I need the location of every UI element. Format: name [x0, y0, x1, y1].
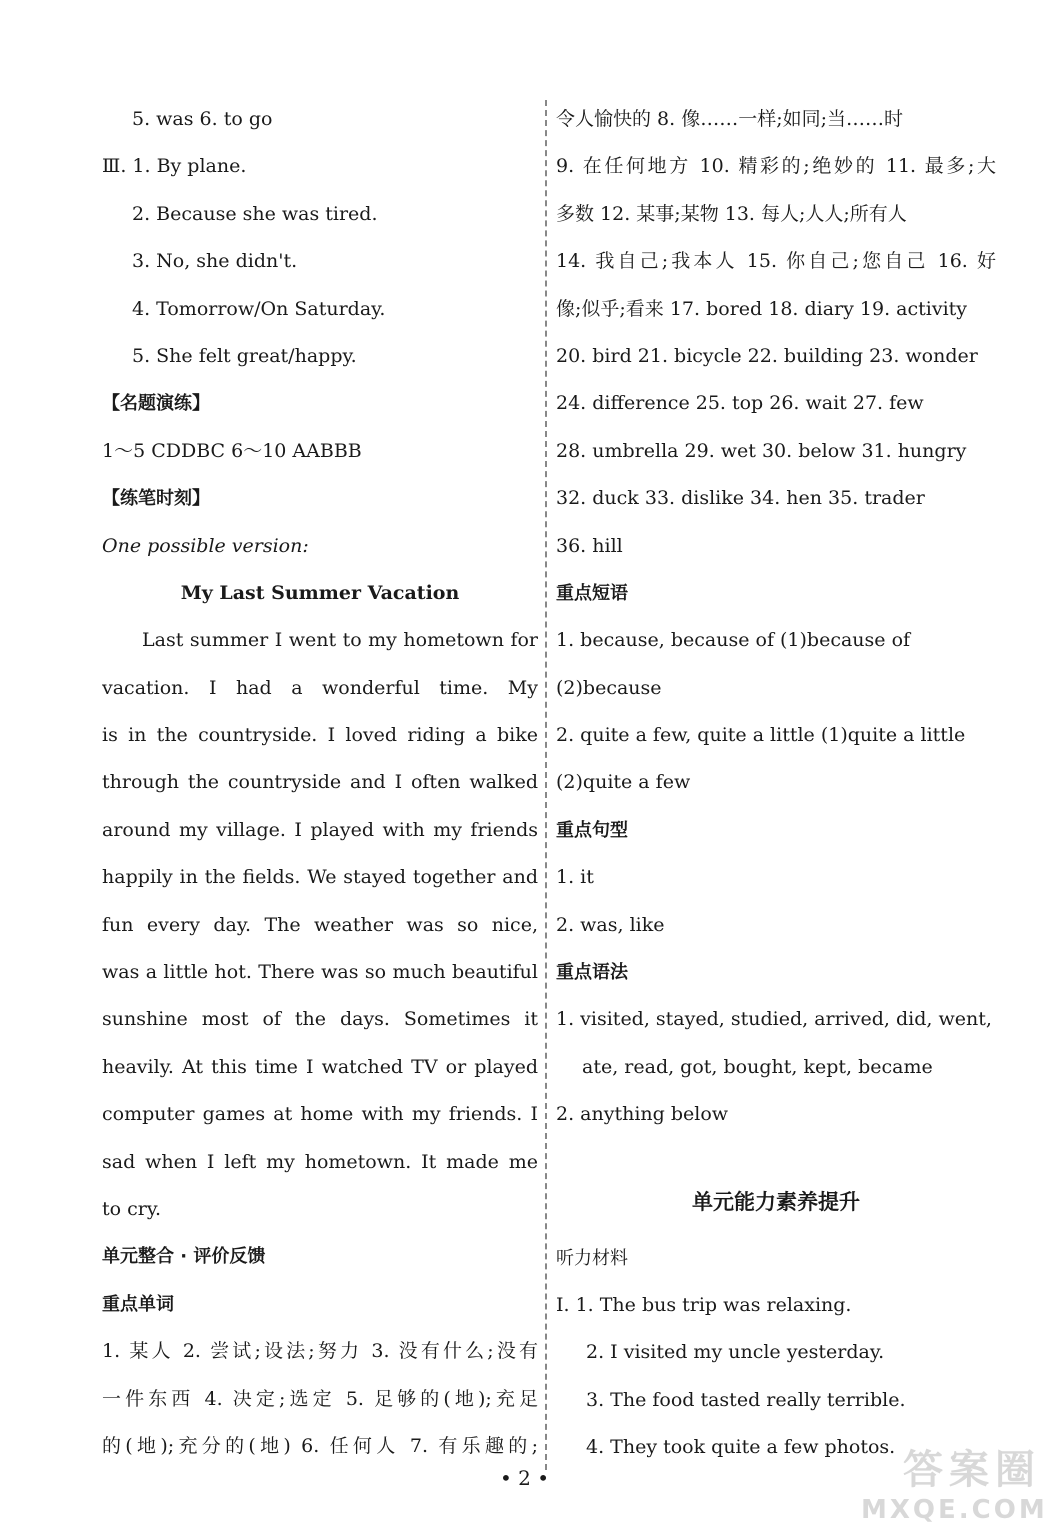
phrase-line: 2. quite a few, quite a little (1)quite a little: [556, 724, 966, 747]
vocab-line: 多数 12. 某事;某物 13. 每人;人人;所有人: [556, 202, 907, 225]
section-heading: 【名题演练】: [102, 393, 210, 415]
essay-line: sunshine most of the days. Sometimes it: [102, 1008, 538, 1031]
phrase-line: 1. because, because of (1)because of: [556, 629, 911, 652]
listening-line: 4. They took quite a few photos.: [586, 1436, 896, 1459]
vocab-line: 令人愉快的 8. 像……一样;如同;当……时: [556, 108, 904, 130]
section-heading: 重点单词: [102, 1293, 174, 1315]
vocab-line: 24. difference 25. top 26. wait 27. few: [556, 392, 924, 415]
essay-line: was a little hot. There was so much beautiful: [102, 961, 538, 984]
answer-line: 4. Tomorrow/On Saturday.: [132, 297, 386, 320]
vocab-line: 36. hill: [556, 534, 623, 557]
right-column: [556, 96, 996, 1472]
essay-line: fun every day. The weather was so nice,: [102, 913, 538, 936]
answer-line: 1～5 CDDBC 6～10 AABBB: [102, 439, 362, 462]
vocab-line: 28. umbrella 29. wet 30. below 31. hungry: [556, 439, 967, 462]
unit-title: 单元能力素养提升: [692, 1189, 860, 1214]
listening-line: Ⅰ. 1. The bus trip was relaxing.: [556, 1293, 852, 1316]
grammar-line: 2. anything below: [556, 1103, 729, 1126]
vocab-line: 一件东西 4. 决定;选定 5. 足够的(地);充足: [102, 1387, 538, 1410]
vocab-line: 14. 我自己;我本人 15. 你自己;您自己 16. 好: [556, 250, 996, 273]
essay-line: vacation. I had a wonderful time. My: [102, 676, 538, 699]
page-number: • 2 •: [499, 1466, 550, 1490]
essay-line: through the countryside and I often walked: [102, 771, 538, 794]
answer-line: 5. was 6. to go: [132, 108, 273, 130]
vocab-line: 的(地);充分的(地) 6. 任何人 7. 有乐趣的;: [102, 1434, 538, 1457]
section-heading: 重点句型: [556, 819, 628, 841]
listening-line: 2. I visited my uncle yesterday.: [586, 1341, 885, 1364]
vocab-line: 20. bird 21. bicycle 22. building 23. wonder: [556, 344, 978, 367]
answer-line: 5. She felt great/happy.: [132, 344, 357, 367]
version-label: One possible version:: [102, 534, 309, 557]
essay-line: is in the countryside. I loved riding a bike: [102, 724, 538, 747]
essay-line: computer games at home with my friends. I: [102, 1103, 538, 1126]
grammar-line: 1. visited, stayed, studied, arrived, did, went,: [556, 1008, 992, 1031]
essay-line: to cry.: [102, 1197, 162, 1220]
sentence-line: 1. it: [556, 866, 594, 889]
essay-title: My Last Summer Vacation: [180, 581, 460, 604]
phrase-line: (2)because: [556, 676, 662, 699]
phrase-line: (2)quite a few: [556, 771, 691, 794]
section-heading: 重点语法: [556, 962, 628, 984]
watermark-logo: [861, 1438, 1048, 1530]
vocab-line: 像;似乎;看来 17. bored 18. diary 19. activity: [556, 297, 968, 320]
watermark-url: MXQE.COM: [861, 1495, 1048, 1525]
essay-line: happily in the fields. We stayed together and: [102, 866, 538, 889]
essay-line: around my village. I played with my friends: [102, 818, 538, 841]
vocab-line: 1. 某人 2. 尝试;设法;努力 3. 没有什么;没有: [102, 1340, 538, 1363]
section-heading: 单元整合 · 评价反馈: [102, 1246, 266, 1268]
essay-line: Last summer I went to my hometown for: [142, 629, 538, 652]
answer-line: 3. No, she didn't.: [132, 250, 298, 273]
essay-line: heavily. At this time I watched TV or played: [102, 1055, 538, 1078]
section-heading: 【练笔时刻】: [102, 488, 210, 510]
grammar-line: ate, read, got, bought, kept, became: [582, 1055, 933, 1078]
answer-line: Ⅲ. 1. By plane.: [102, 155, 247, 178]
answer-line: 2. Because she was tired.: [132, 202, 378, 225]
vocab-line: 32. duck 33. dislike 34. hen 35. trader: [556, 487, 925, 510]
essay-line: sad when I left my hometown. It made me: [102, 1150, 538, 1173]
vocab-line: 9. 在任何地方 10. 精彩的;绝妙的 11. 最多;大: [556, 155, 996, 178]
section-heading: 重点短语: [556, 582, 628, 604]
left-column: [102, 96, 538, 1470]
sentence-line: 2. was, like: [556, 913, 665, 936]
watermark-text: 答案圈: [903, 1447, 1041, 1493]
listening-line: 3. The food tasted really terrible.: [586, 1388, 906, 1411]
section-heading: 听力材料: [556, 1247, 628, 1269]
column-divider: [545, 100, 547, 1470]
